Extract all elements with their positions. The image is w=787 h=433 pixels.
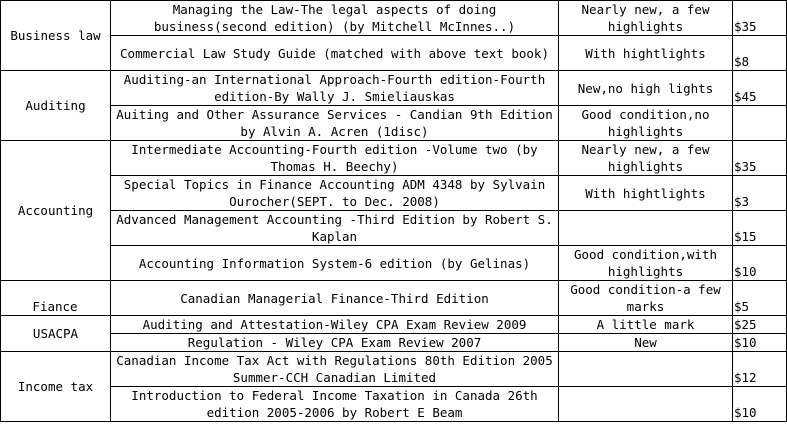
title-cell: Accounting Information System-6 edition (by Gelinas) (111, 246, 559, 281)
price-cell: $12 (733, 352, 787, 387)
condition-cell: Good condition,no highlights (559, 106, 733, 141)
category-cell: Accounting (1, 141, 111, 281)
price-cell: $45 (733, 71, 787, 106)
condition-cell: With hightlights (559, 176, 733, 211)
title-cell: Auditing and Attestation-Wiley CPA Exam Review 2009 (111, 316, 559, 334)
category-cell: USACPA (1, 316, 111, 352)
table-row (1, 246, 787, 281)
table-row (1, 387, 787, 422)
table-row (1, 1, 787, 36)
category-cell: Business law (1, 1, 111, 71)
title-cell: Regulation - Wiley CPA Exam Review 2007 (111, 334, 559, 352)
condition-cell: New (559, 334, 733, 352)
price-cell: $8 (733, 36, 787, 71)
table-row (1, 334, 787, 352)
price-cell: $10 (733, 387, 787, 422)
table-row (1, 316, 787, 334)
table-row (1, 141, 787, 176)
price-cell: $15 (733, 211, 787, 246)
table-row (1, 176, 787, 211)
condition-cell: New,no high lights (559, 71, 733, 106)
price-cell: $35 (733, 141, 787, 176)
price-cell (733, 106, 787, 141)
price-cell: $3 (733, 176, 787, 211)
title-cell: Managing the Law-The legal aspects of doing business(second edition) (by Mitchell McInnes..) (111, 1, 559, 36)
title-cell: Auiting and Other Assurance Services - Candian 9th Edition by Alvin A. Acren (1disc) (111, 106, 559, 141)
condition-cell: With hightlights (559, 36, 733, 71)
title-cell: Auditing-an International Approach-Fourth edition-Fourth edition-By Wally J. Smieliauskas (111, 71, 559, 106)
title-cell: Commercial Law Study Guide (matched with above text book) (111, 36, 559, 71)
condition-cell: Good condition-a few marks (559, 281, 733, 316)
title-cell: Introduction to Federal Income Taxation in Canada 26th edition 2005-2006 by Robert E Beam (111, 387, 559, 422)
price-cell: $10 (733, 334, 787, 352)
category-cell: Fiance (1, 281, 111, 316)
condition-cell: A little mark (559, 316, 733, 334)
condition-cell: Nearly new, a few highlights (559, 141, 733, 176)
price-cell: $35 (733, 1, 787, 36)
price-cell: $10 (733, 246, 787, 281)
condition-cell: Good condition,with highlights (559, 246, 733, 281)
price-cell: $5 (733, 281, 787, 316)
title-cell: Intermediate Accounting-Fourth edition -Volume two (by Thomas H. Beechy) (111, 141, 559, 176)
table-row (1, 281, 787, 316)
table-row (1, 71, 787, 106)
condition-cell: Nearly new, a few highlights (559, 1, 733, 36)
table-row (1, 106, 787, 141)
condition-cell (559, 211, 733, 246)
title-cell: Canadian Managerial Finance-Third Edition (111, 281, 559, 316)
table-row (1, 36, 787, 71)
title-cell: Advanced Management Accounting -Third Edition by Robert S. Kaplan (111, 211, 559, 246)
table-row (1, 352, 787, 387)
condition-cell (559, 352, 733, 387)
price-cell: $25 (733, 316, 787, 334)
title-cell: Canadian Income Tax Act with Regulations 80th Edition 2005 Summer-CCH Canadian Limited (111, 352, 559, 387)
title-cell: Special Topics in Finance Accounting ADM 4348 by Sylvain Ourocher(SEPT. to Dec. 2008) (111, 176, 559, 211)
table-row (1, 211, 787, 246)
category-cell: Income tax (1, 352, 111, 422)
condition-cell (559, 387, 733, 422)
category-cell: Auditing (1, 71, 111, 141)
